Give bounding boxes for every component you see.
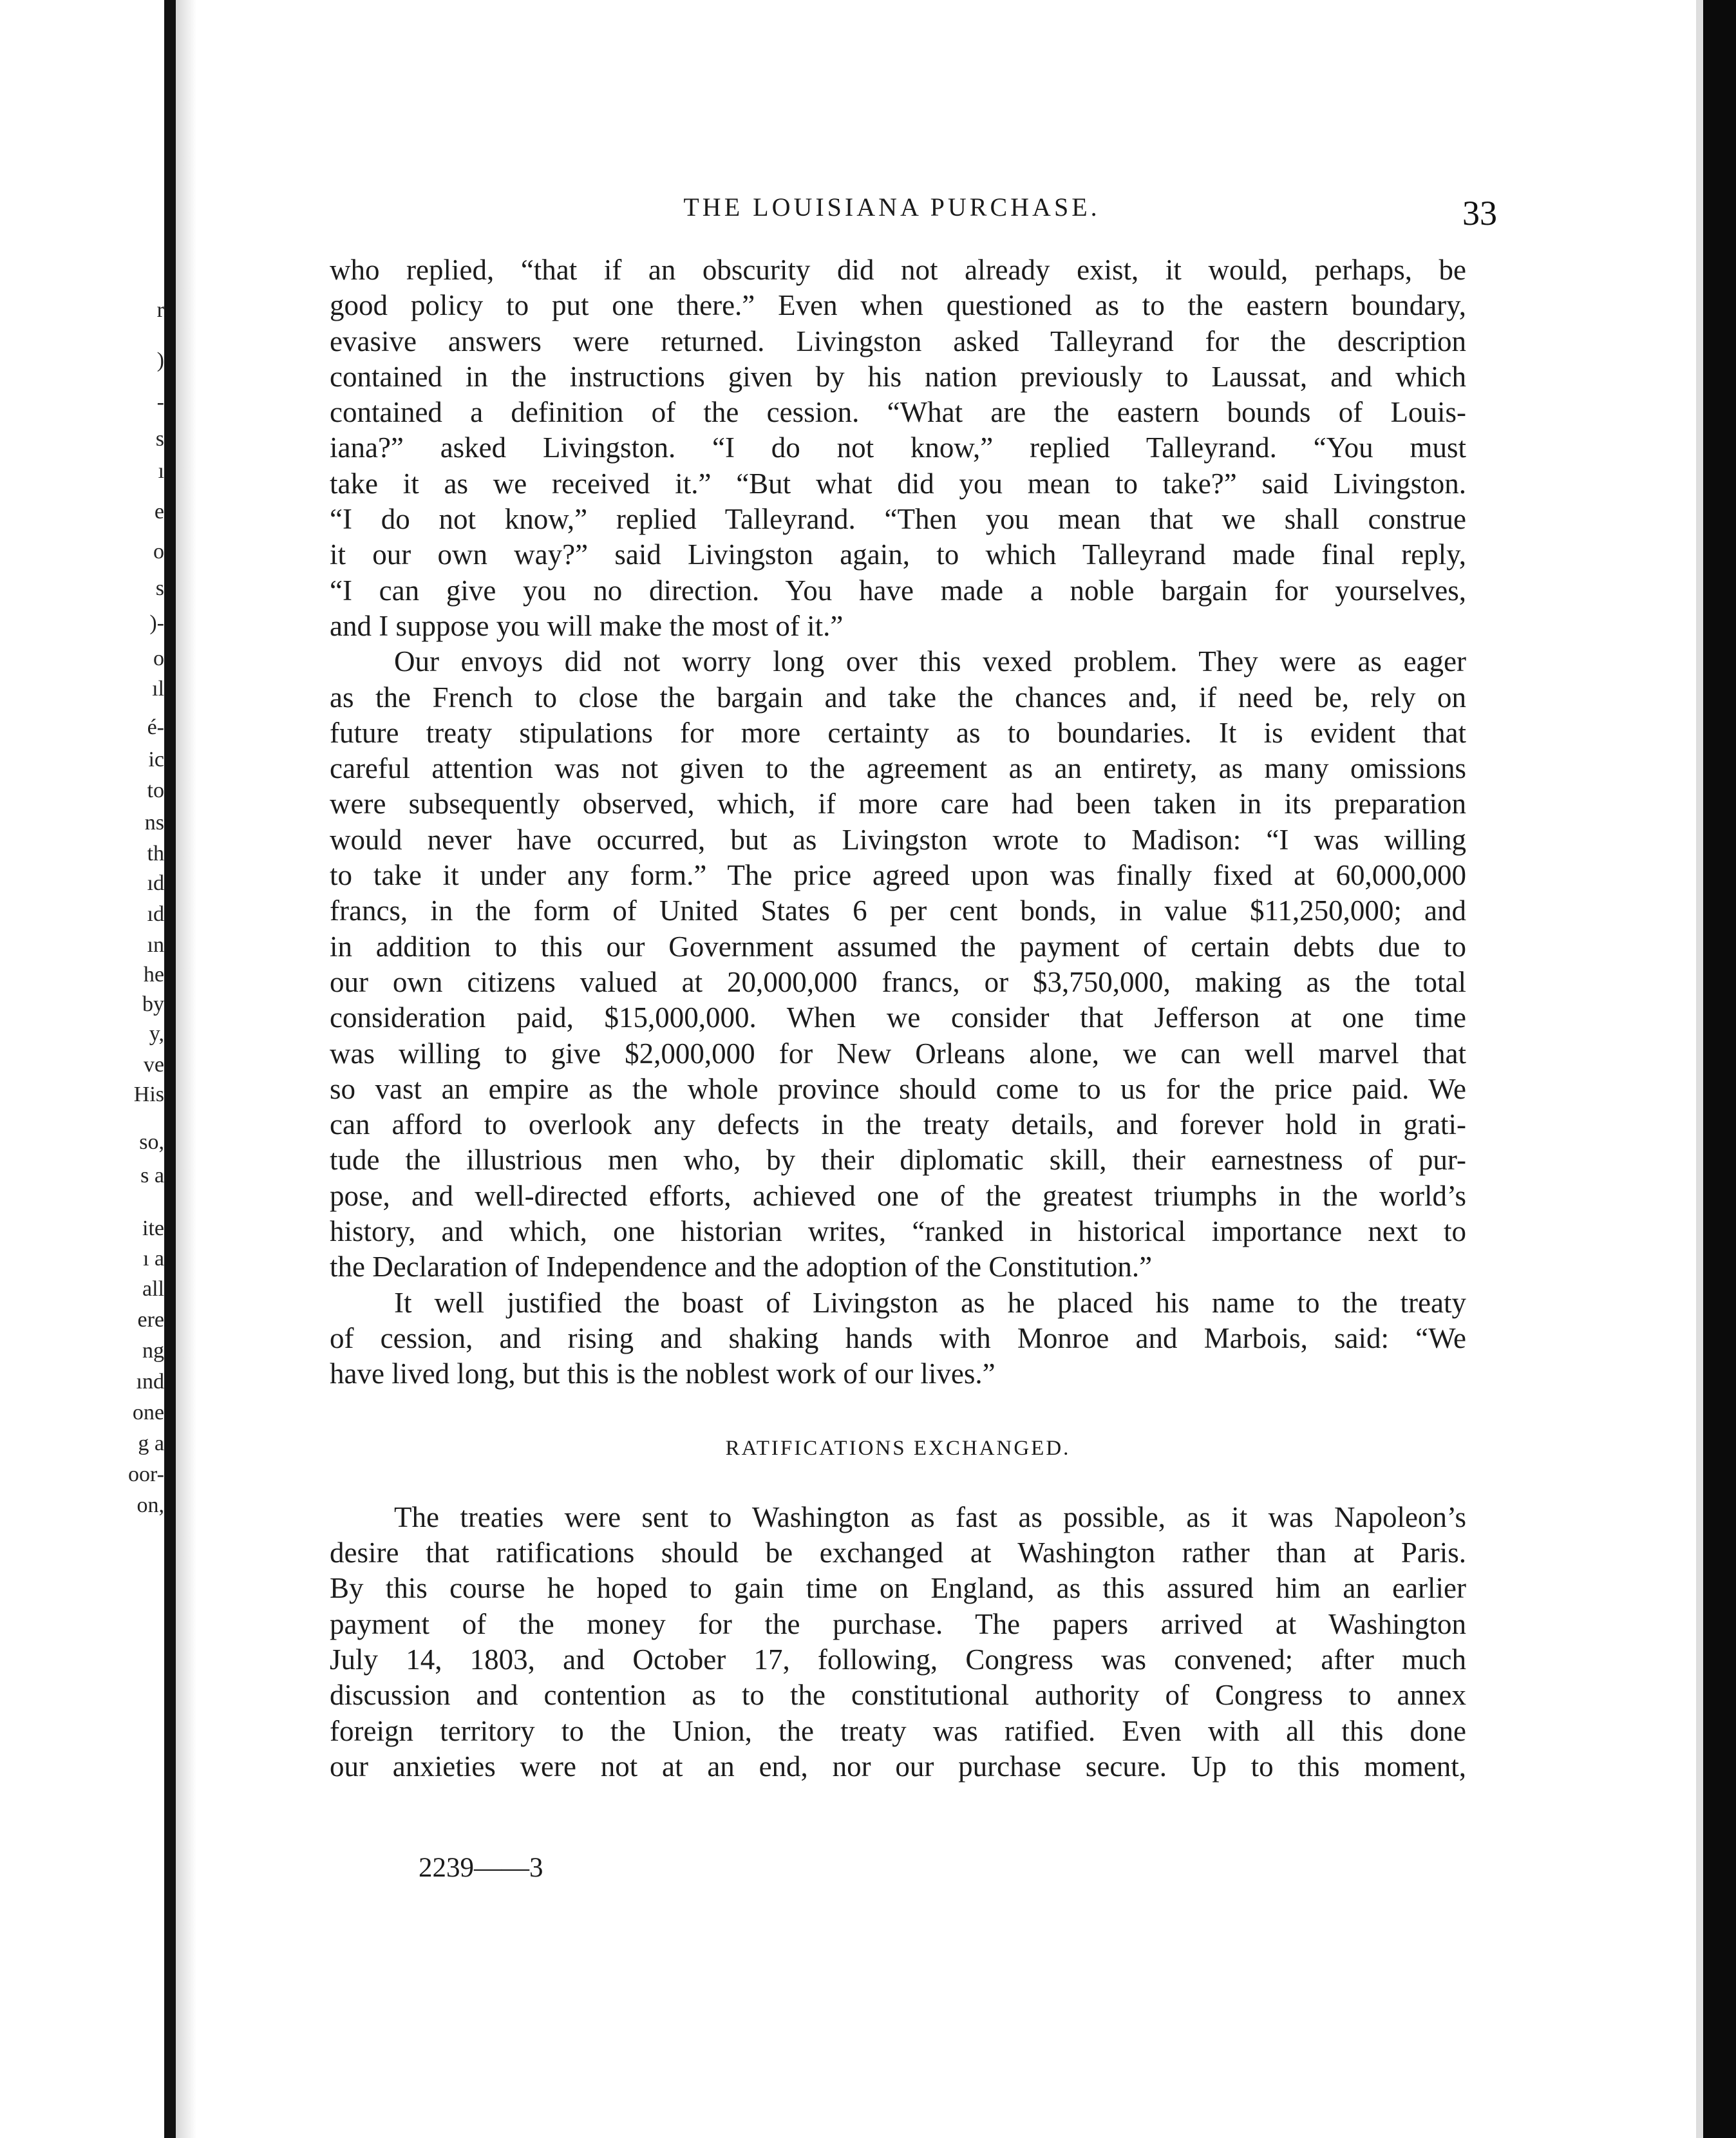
text-line: take it as we received it.” “But what did you mean to take?” said Livingston. (330, 467, 1466, 500)
book-spine (164, 0, 176, 2138)
text-line: in addition to this our Government assumed the payment of certain debts due to (330, 930, 1466, 963)
text-line: was willing to give $2,000,000 for New Orleans alone, we can well marvel that (330, 1037, 1466, 1070)
facing-page-fragment: g a (138, 1432, 164, 1455)
text-line: The treaties were sent to Washington as fast as possible, as it was Napoleon’s (394, 1500, 1466, 1533)
text-line: who replied, “that if an obscurity did not already exist, it would, perhaps, be (330, 254, 1466, 286)
facing-page-fragment: s (155, 427, 164, 451)
facing-page-fragment: His (133, 1083, 164, 1106)
text-line: It well justified the boast of Livingston as he placed his name to the treaty (394, 1286, 1466, 1319)
facing-page-fragment: one (132, 1401, 164, 1424)
text-line: desire that ratifications should be exchanged at Washington rather than at Paris. (330, 1537, 1466, 1569)
facing-page-fragment: ve (143, 1053, 164, 1077)
facing-page-fragment: r (156, 298, 164, 322)
text-line: can afford to overlook any defects in the treaty details, and forever hold in grati- (330, 1108, 1466, 1141)
facing-page-fragment: all (142, 1277, 164, 1301)
page-number: 33 (1462, 194, 1497, 232)
facing-page-fragment: ıd (147, 902, 164, 926)
facing-page-fragment: ng (142, 1339, 164, 1363)
text-line: would never have occurred, but as Livingston wrote to Madison: “I was willing (330, 823, 1466, 856)
facing-page-fragment: s a (140, 1164, 164, 1187)
facing-page-fragment: ı (158, 459, 164, 483)
running-head: THE LOUISIANA PURCHASE. (683, 193, 1100, 222)
facing-page-fragment: th (147, 842, 164, 866)
facing-page-fragment: ıl (152, 677, 164, 701)
facing-page-fragment: y, (149, 1022, 164, 1046)
facing-page-fragment: ite (142, 1216, 164, 1240)
text-line: pose, and well-directed efforts, achieved one of the greatest triumphs in the world’s (330, 1179, 1466, 1212)
text-line: history, and which, one historian writes, “ranked in historical importance next to (330, 1215, 1466, 1248)
facing-page-fragment: e (154, 500, 164, 524)
facing-page-fragment: ns (144, 811, 164, 835)
facing-page-fragment: ın (147, 933, 164, 957)
text-line: future treaty stipulations for more certainty as to boundaries. It is evident that (330, 716, 1466, 749)
facing-page-edge (0, 0, 164, 2138)
facing-page-fragment: - (156, 390, 164, 414)
text-line: the Declaration of Independence and the adoption of the Constitution.” (330, 1251, 1153, 1283)
paragraph-4 (330, 1500, 1466, 1784)
text-line: consideration paid, $15,000,000. When we consider that Jefferson at one time (330, 1001, 1466, 1034)
facing-page-fragment: ere (137, 1308, 164, 1332)
text-line: have lived long, but this is the noblest work of our lives.” (330, 1358, 995, 1390)
facing-page-fragment: ıd (147, 871, 164, 895)
text-line: francs, in the form of United States 6 per cent bonds, in value $11,250,000; and (330, 894, 1466, 927)
facing-page-fragment: s (155, 576, 164, 600)
paragraph-1 (330, 252, 1466, 644)
text-line: as the French to close the bargain and take the chances and, if need be, rely on (330, 681, 1466, 714)
facing-page-fragment: oor- (128, 1462, 164, 1486)
text-line: contained a definition of the cession. “What are the eastern bounds of Louis- (330, 396, 1466, 429)
text-line: to take it under any form.” The price agreed upon was finally fixed at 60,000,000 (330, 859, 1466, 892)
text-line: it our own way?” said Livingston again, to which Talleyrand made final reply, (330, 538, 1466, 571)
text-line: so vast an empire as the whole province should come to us for the price paid. We (330, 1072, 1466, 1105)
text-line: and I suppose you will make the most of it.” (330, 609, 844, 642)
text-line: foreign territory to the Union, the treaty was ratified. Even with all this done (330, 1714, 1466, 1747)
signature-mark: 2239——3 (419, 1853, 543, 1883)
text-line: our anxieties were not at an end, nor our purchase secure. Up to this moment, (330, 1750, 1466, 1783)
paragraph-3 (330, 1285, 1466, 1392)
facing-page-fragment: to (147, 779, 164, 802)
text-line: our own citizens valued at 20,000,000 francs, or $3,750,000, making as the total (330, 965, 1466, 998)
scan-border (1703, 0, 1736, 2138)
facing-page-fragment: o (153, 540, 164, 563)
facing-page-fragment: o (153, 647, 164, 670)
paragraph-2 (330, 644, 1466, 1285)
body-text (330, 252, 1466, 1784)
page-edge-strip (1696, 0, 1703, 2138)
text-line: good policy to put one there.” Even when questioned as to the eastern boundary, (330, 289, 1466, 322)
text-line: of cession, and rising and shaking hands with Monroe and Marbois, said: “We (330, 1321, 1466, 1354)
text-line: “I can give you no direction. You have made a noble bargain for yourselves, (330, 574, 1466, 607)
facing-page-fragment: by (142, 992, 164, 1016)
facing-page-fragment: ı a (142, 1247, 164, 1271)
text-line: payment of the money for the purchase. The papers arrived at Washington (330, 1607, 1466, 1640)
text-line: were subsequently observed, which, if more care had been taken in its preparation (330, 788, 1466, 820)
gutter-shadow (176, 0, 196, 2138)
text-line: discussion and contention as to the constitutional authority of Congress to annex (330, 1679, 1466, 1712)
text-line: July 14, 1803, and October 17, following, Congress was convened; after much (330, 1643, 1466, 1676)
facing-page-fragment: so, (139, 1130, 164, 1154)
text-line: Our envoys did not worry long over this vexed problem. They were as eager (394, 645, 1466, 678)
section-heading: RATIFICATIONS EXCHANGED. (725, 1436, 1071, 1460)
facing-page-fragment: )- (149, 611, 164, 635)
facing-page-fragment: ınd (136, 1370, 164, 1394)
facing-page-fragment: he (143, 963, 164, 987)
facing-page-fragment: ) (156, 348, 164, 372)
text-line: evasive answers were returned. Livingston asked Talleyrand for the description (330, 325, 1466, 357)
text-line: careful attention was not given to the agreement as an entirety, as many omissions (330, 752, 1466, 785)
text-line: By this course he hoped to gain time on England, as this assured him an earlier (330, 1572, 1466, 1605)
facing-page-fragment: on, (137, 1493, 164, 1517)
facing-page-fragment: ic (148, 748, 164, 771)
text-line: contained in the instructions given by his nation previously to Laussat, and which (330, 360, 1466, 393)
text-line: “I do not know,” replied Talleyrand. “Then you mean that we shall construe (330, 503, 1466, 536)
text-line: tude the illustrious men who, by their diplomatic skill, their earnestness of pur- (330, 1144, 1466, 1177)
facing-page-fragment: é- (147, 715, 164, 739)
text-line: iana?” asked Livingston. “I do not know,” replied Talleyrand. “You must (330, 431, 1466, 464)
